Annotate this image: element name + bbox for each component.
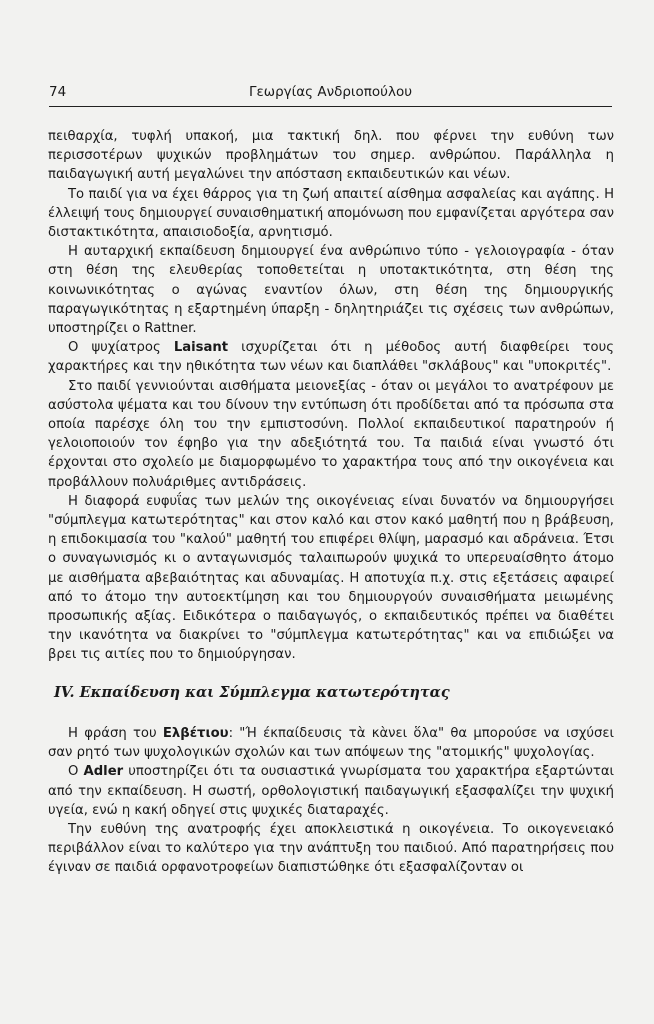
person-name: Adler — [83, 764, 124, 780]
paragraph: Στο παιδί γεννιούνται αισθήματα μειονεξίας - όταν οι μεγάλοι το ανατρέφουν με ασύστολα ψέματα και του δίνουν την εντύπωση ότι προδίδεται από τα πρόσωπα στα οποία παρέσχε όλη του την εμπιστοσύνη. Πολλοί εκπαιδευτικοί παρατηρούν ή γελοιοποιούν τον έφηβο για την αδεξιότητά του. Τα παιδιά είναι γνωστό ότι έρχονται στο σχολείο με διαμορφωμένο το χαρακτήρα τους από την οικογένεια και προβάλλουν πολυάριθμες αντιδράσεις. — [48, 378, 614, 490]
person-name: Ελβέτιου — [162, 725, 229, 741]
paragraph — [48, 724, 614, 762]
body-text — [48, 127, 614, 878]
paragraph — [48, 762, 614, 820]
running-head: Γεωργίας Ανδριοπούλου — [248, 84, 413, 100]
text-run: Η φράση του — [68, 725, 163, 741]
text-run: ισχυρίζεται ότι η μέθοδος αυτή διαφθείρει τους χαρακτήρες και την ηθικότητα των νέων και διαπλάθει "σκλάβους" και "υποκριτές". — [48, 340, 614, 375]
text-run: : "Ή έκπαίδευσις τὰ κὰνει ὅλα" θα μπορούσε να ισχύσει σαν ρητό των ψυχολογικών σχολών και των απόψεων της "ατομικής" ψυχολογίας. — [48, 725, 614, 761]
paragraph: Η αυταρχική εκπαίδευση δημιουργεί ένα ανθρώπινο τύπο - γελοιογραφία - όταν στη θέση της ελευθερίας τοποθετείται η υποτακτικότητα, στη θέση της κοινωνικότητας ο αγώνας εναντίον όλων, στη θέση της δημιουργικής παραγωγικότητας η εξαρτημένη ύπαρξη - δηλητηριάζει τις σχέσεις των ανθρώπων, υποστηρίζει ο Rattner. — [48, 244, 614, 337]
text-run: Ο ψυχίατρος — [68, 340, 174, 356]
text-run: υποστηρίζει ότι τα ουσιαστικά γνωρίσματα του χαρακτήρα εξαρτώνται από την εκπαίδευση. Η σωστή, ορθολογιστική παιδαγωγική εξασφαλίζει την ψυχική υγεία, ενώ η κακή οδηγεί στις ψυχικές διαταραχές. — [48, 764, 614, 818]
text-run: Ο — [68, 764, 84, 780]
person-name: Laisant — [173, 340, 229, 356]
page-number: 74 — [49, 84, 67, 100]
paragraph: Η διαφορά ευφυΐας των μελών της οικογένειας είναι δυνατόν να δημιουργήσει "σύμπλεγμα κατωτερότητας" και στον καλό και στον κακό μαθητή που η βράβευση, η επιδοκιμασία του "καλού" μαθητή του επιφέρει θλίψη, μαρασμό και αδράνεια. Έτσι ο συναγωνισμός κι ο ανταγωνισμός ταλαιπωρούν ψυχικά το υπερευαίσθητο άτομο με αισθήματα αβεβαιότητας και αδυναμίας. Η αποτυχία π.χ. στις εξετάσεις αφαιρεί από το άτομο την αυτοεκτίμηση και του δημιουργούν συναισθήματα μειωμένης προσωπικής αξίας. Ειδικότερα ο παιδαγωγός, ο εκπαιδευτικός πρέπει να διαθέτει την ικανότητα να διακρίνει το "σύμπλεγμα κατωτερότητας" και να επιδιώξει να βρει τις αιτίες που το δημιούργησαν. — [48, 493, 614, 663]
section-heading: IV. Εκπαίδευση και Σύμπλεγμα κατωτερότητας — [54, 683, 450, 701]
paragraph — [48, 338, 614, 376]
paragraph: Το παιδί για να έχει θάρρος για τη ζωή απαιτεί αίσθημα ασφαλείας και αγάπης. Η έλλειψή τους δημιουργεί συναισθηματική απομόνωση που εμφανίζεται αργότερα σαν διστακτικότητα, απαισιοδοξία, αρνητισμό. — [48, 186, 614, 241]
paragraph: πειθαρχία, τυφλή υπακοή, μια τακτική δηλ. που φέρνει την ευθύνη των περισσοτέρων ψυχικών προβλημάτων του σημερ. ανθρώπου. Παράλληλα η παιδαγωγική αυτή μεγαλώνει την απόσταση εκπαιδευτικών και νέων. — [48, 129, 614, 183]
page-header — [49, 84, 612, 107]
paragraph: Την ευθύνη της ανατροφής έχει αποκλειστικά η οικογένεια. Το οικογενειακό περιβάλλον είναι το καλύτερο για την ανάπτυξη του παιδιού. Από παρατηρήσεις που έγιναν σε παιδιά ορφανοτροφείων διαπιστώθηκε ότι εξασφαλίζονταν οι — [48, 821, 614, 876]
